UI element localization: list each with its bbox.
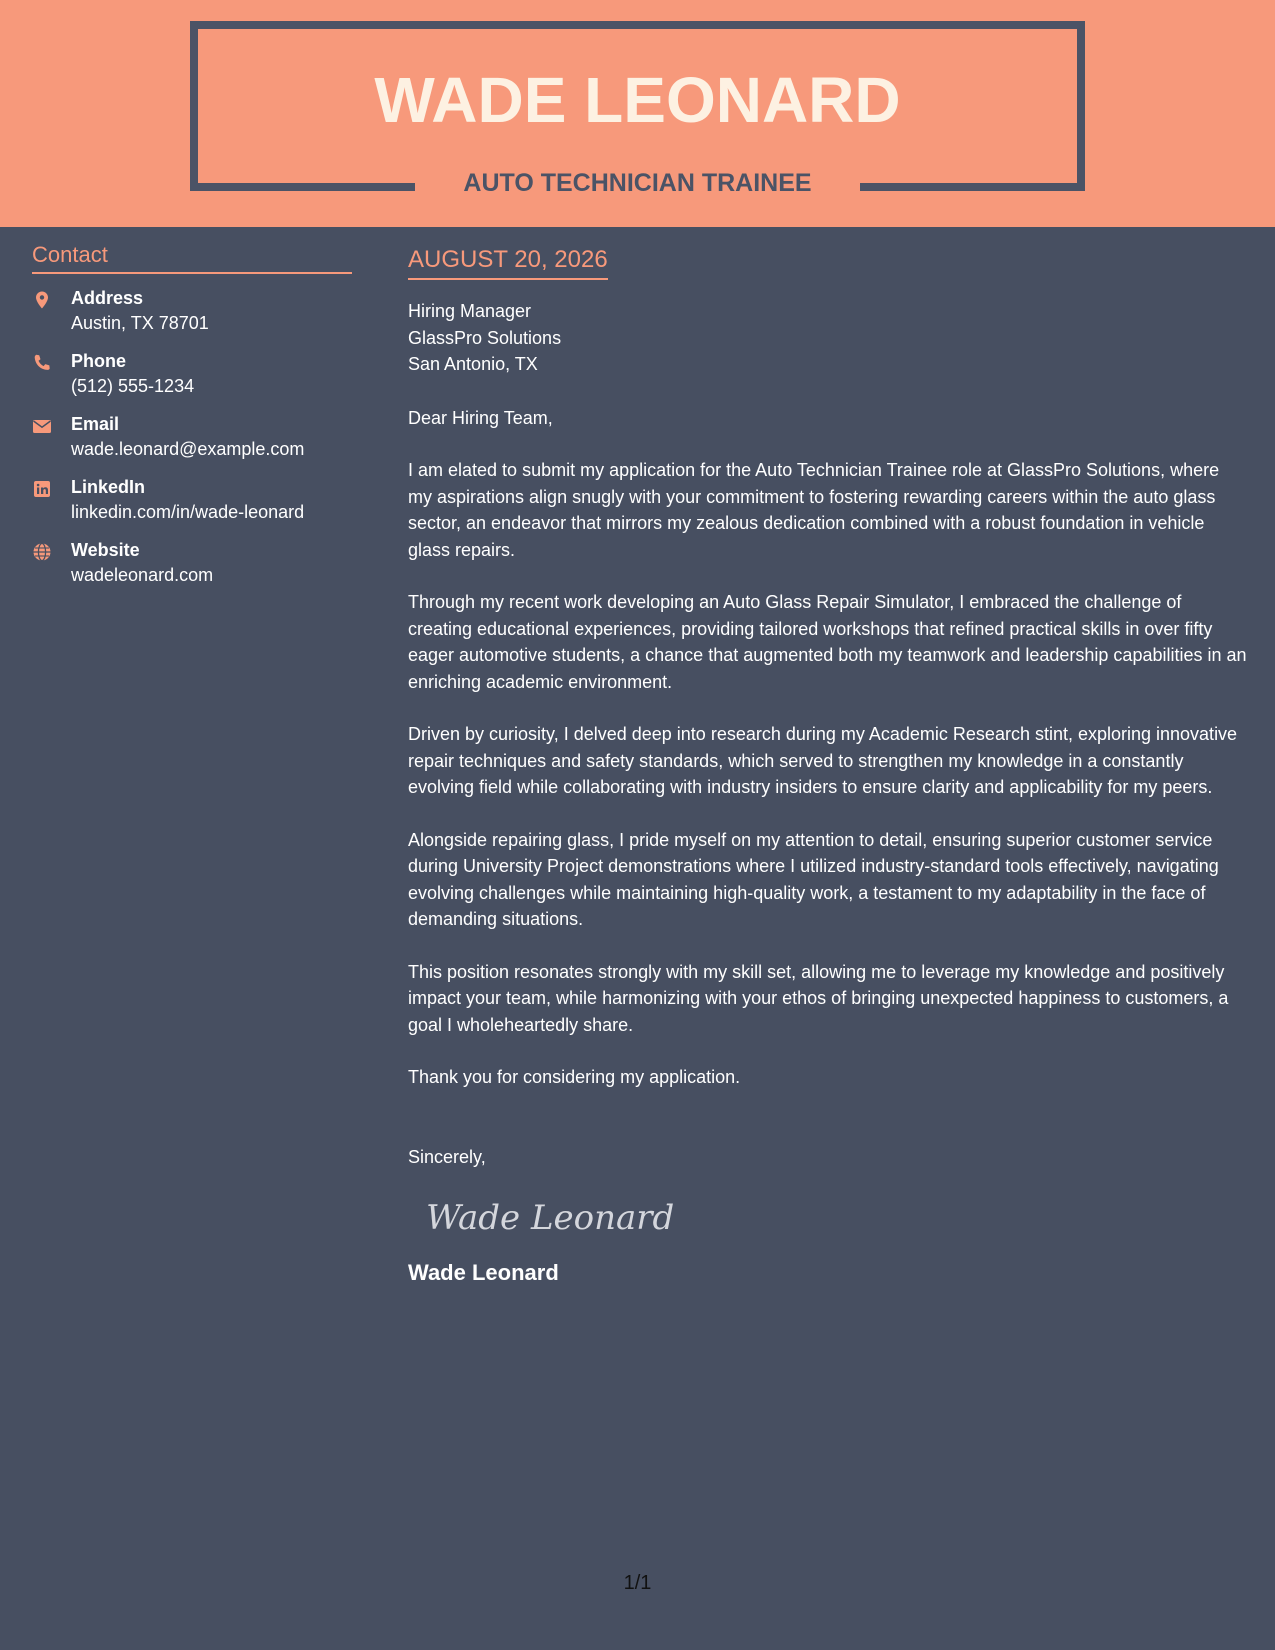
recipient-block [408,298,1248,378]
paragraph: Driven by curiosity, I delved deep into research during my Academic Research stint, exploring innovative repair techniques and safety standards, which served to strengthen my knowledge in a constantly evolving field while collaborating with industry insiders to ensure clarity and applicability for my peers. [408,724,1238,797]
location-pin-icon [32,290,52,310]
frame-right-border [1077,21,1085,191]
page-number: 1/1 [623,1572,652,1594]
contact-item-phone [32,349,352,412]
frame-bottom-right-border [860,183,1085,191]
paragraph: Thank you for considering my application. [408,1067,741,1087]
contact-item-website [32,538,352,601]
frame-top-border [190,21,1085,29]
contact-label: LinkedIn [71,477,146,497]
recipient-line: San Antonio, TX [408,354,538,374]
envelope-icon [32,416,52,436]
phone-value: (512) 555-1234 [71,376,195,396]
frame-bottom-left-border [190,183,415,191]
contact-label: Address [71,288,144,308]
letter-date: AUGUST 20, 2026 [408,244,608,280]
signer-name: Wade Leonard [408,1260,559,1285]
frame-left-border [190,21,198,191]
contact-label: Website [71,540,140,560]
email-value: wade.leonard@example.com [71,439,305,459]
applicant-name: WADE LEONARD [374,64,901,136]
recipient-line: GlassPro Solutions [408,327,562,348]
linkedin-value: linkedin.com/in/wade-leonard [71,502,305,522]
contact-item-address [32,286,352,349]
signature: Wade Leonard [426,1198,675,1238]
linkedin-icon [32,479,52,499]
letter-body [408,244,1248,1288]
paragraph: This position resonates strongly with my skill set, allowing me to leverage my knowledge and positively impact your team, while harmonizing with your ethos of bringing unexpected happiness to customers, a goal I wholeheartedly share. [408,961,1229,1035]
recipient-line: Hiring Manager [408,301,532,321]
address-value: Austin, TX 78701 [71,313,209,333]
header-banner [0,0,1275,227]
greeting: Dear Hiring Team, [408,407,553,428]
contact-label: Email [71,414,120,434]
paragraph: Alongside repairing glass, I pride myself on my attention to detail, ensuring superior customer service during University Project demonstrations where I utilized industry-standard tools effectively, navigating evolving challenges while maintaining high-quality work, a testament to my adaptability in the face of demanding situations. [408,829,1219,929]
paragraph: Through my recent work developing an Auto Glass Repair Simulator, I embraced the challenge of creating educational experiences, providing tailored workshops that refined practical skills in over fifty eager automotive students, a chance that augmented both my teamwork and leadership capabilities in an enriching academic environment. [408,592,1247,692]
contact-list [32,286,352,601]
contact-item-email [32,412,352,475]
globe-icon [32,542,52,562]
website-value: wadeleonard.com [71,565,214,585]
paragraph: I am elated to submit my application for the Auto Technician Trainee role at GlassPro Solutions, where my aspirations align snugly with your commitment to fostering rewarding careers within the auto glass sector, an endeavor that mirrors my zealous dedication combined with a robust foundation in vehicle glass repairs. [408,460,1220,560]
contact-sidebar [32,240,352,601]
contact-label: Phone [71,351,127,371]
closing: Sincerely, [408,1146,486,1167]
job-title: AUTO TECHNICIAN TRAINEE [463,169,812,197]
phone-icon [32,353,52,373]
contact-item-linkedin [32,475,352,538]
contact-heading: Contact [32,240,352,274]
